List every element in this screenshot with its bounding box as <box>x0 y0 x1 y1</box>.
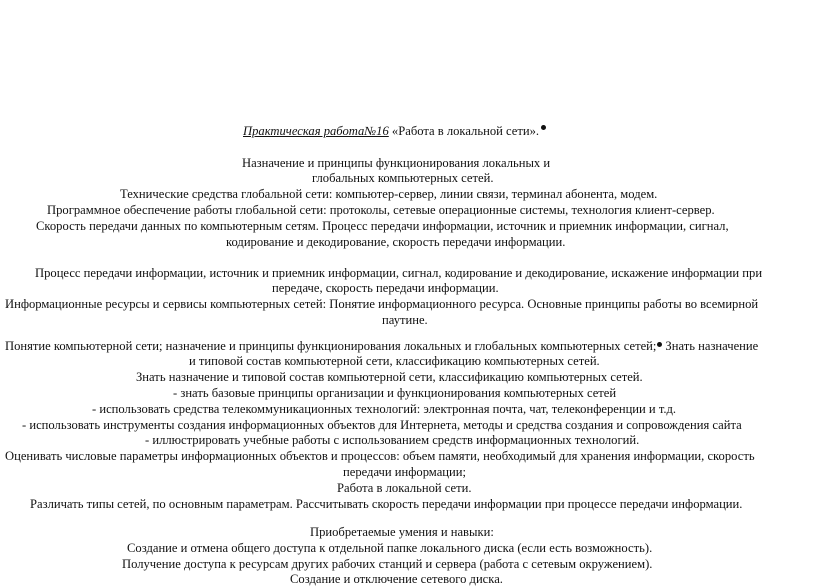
text-line <box>5 339 758 354</box>
text-line: - иллюстрировать учебные работы с использованием средств информационных технологий. <box>145 433 640 447</box>
text-line: Знать назначение и типовой состав компьютерной сети, классификацию компьютерных сетей. <box>136 370 643 384</box>
bullet-icon <box>657 342 662 347</box>
text-line: Различать типы сетей, по основным параметрам. Рассчитывать скорость передачи информации при процессе передачи информации. <box>30 497 743 511</box>
title-italic-part: Практическая работа№16 <box>243 124 389 138</box>
text-line: глобальных компьютерных сетей. <box>312 171 494 185</box>
text-line: кодирование и декодирование, скорость передачи информации. <box>226 235 566 249</box>
text-line: Скорость передачи данных по компьютерным сетям. Процесс передачи информации, источник и приемник информации, сигнал, <box>36 219 729 233</box>
text-line: и типовой состав компьютерной сети, классификацию компьютерных сетей. <box>189 354 600 368</box>
text-line: - знать базовые принципы организации и функционирования компьютерных сетей <box>173 386 617 400</box>
title-rest: «Работа в локальной сети». <box>388 124 540 138</box>
text-line: паутине. <box>382 313 428 327</box>
page-title <box>243 124 546 139</box>
text-line: передачи информации; <box>343 465 466 479</box>
text-line: Назначение и принципы функционирования локальных и <box>242 156 551 170</box>
section-heading: Приобретаемые умения и навыки: <box>310 525 494 539</box>
text-line: Оценивать числовые параметры информационных объектов и процессов: объем памяти, необходимый для хранения информации, скорость <box>5 449 755 463</box>
text-segment: Понятие компьютерной сети; назначение и принципы функционирования локальных и глобальных компьютерных сетей; <box>5 339 657 353</box>
text-line: Информационные ресурсы и сервисы компьютерных сетей: Понятие информационного ресурса. Основные принципы работы во всемирной <box>5 297 759 311</box>
text-line: - использовать инструменты создания информационных объектов для Интернета, методы и средства создания и сопровождения сайта <box>22 418 742 432</box>
text-line: передаче, скорость передачи информации. <box>272 281 499 295</box>
bullet-icon <box>541 125 546 130</box>
text-line: Создание и отмена общего доступа к отдельной папке локального диска (если есть возможность). <box>127 541 653 555</box>
text-segment: Знать назначение <box>665 339 759 353</box>
text-line: Создание и отключение сетевого диска. <box>290 572 503 586</box>
text-line: Процесс передачи информации, источник и приемник информации, сигнал, кодирование и декодирование, искажение информации при <box>35 266 763 280</box>
text-line: Программное обеспечение работы глобальной сети: протоколы, сетевые операционные системы, технология клиент-сервер. <box>47 203 715 217</box>
text-line: Работа в локальной сети. <box>337 481 472 495</box>
text-line: Технические средства глобальной сети: компьютер-сервер, линии связи, терминал абонента, модем. <box>120 187 658 201</box>
text-line: Получение доступа к ресурсам других рабочих станций и сервера (работа с сетевым окружением). <box>122 557 653 571</box>
text-line: - использовать средства телекоммуникационных технологий: электронная почта, чат, телеконференции и т.д. <box>92 402 677 416</box>
